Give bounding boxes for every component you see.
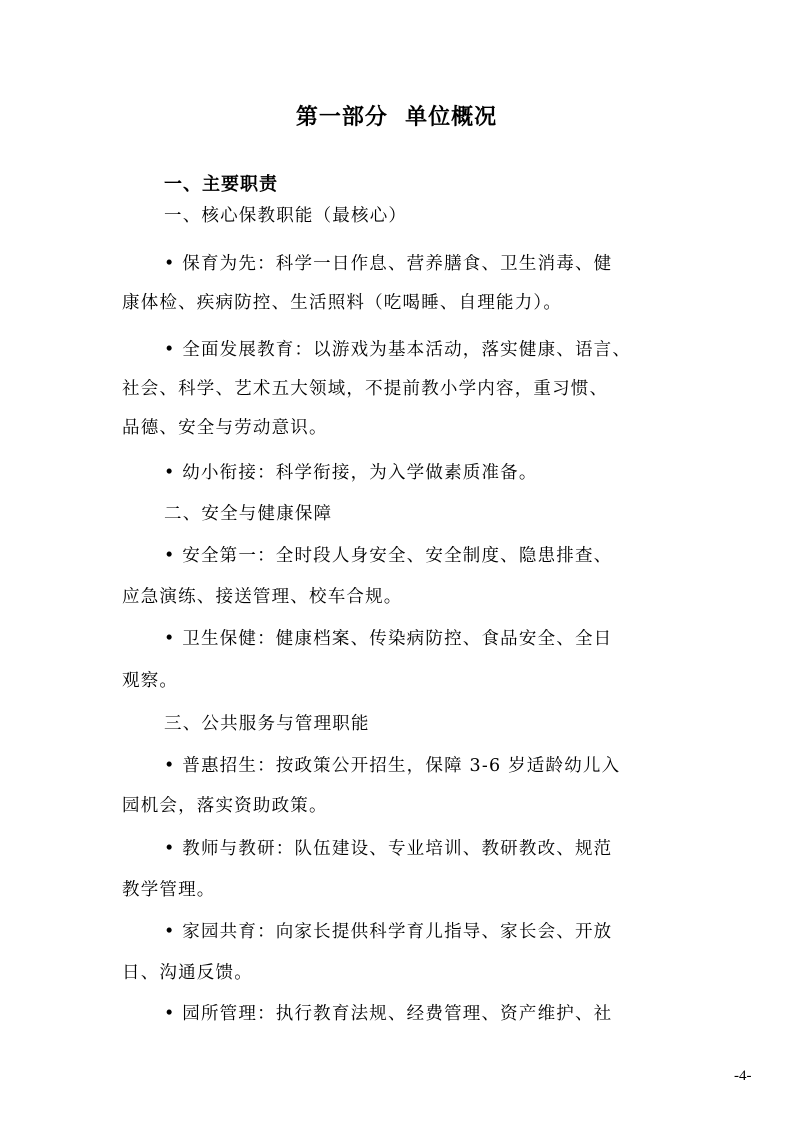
- paragraph-line: 应急演练、接送管理、校车合规。: [122, 587, 403, 607]
- subheading-core-duties: 一、核心保教职能（最核心）: [164, 206, 408, 226]
- paragraph-line: 社会、科学、艺术五大领域，不提前教小学内容，重习惯、: [122, 379, 609, 399]
- paragraph-line: 康体检、疾病防控、生活照料（吃喝睡、自理能力）。: [122, 293, 563, 313]
- paragraph-line: 教学管理。: [122, 880, 216, 900]
- paragraph-line: 园机会，落实资助政策。: [122, 796, 328, 816]
- paragraph-line: • 普惠招生：按政策公开招生，保障 3-6 岁适龄幼儿入: [164, 756, 621, 776]
- subheading-safety: 二、安全与健康保障: [164, 504, 333, 524]
- paragraph-line: 品德、安全与劳动意识。: [122, 418, 328, 438]
- paragraph-line: • 卫生保健：健康档案、传染病防控、食品安全、全日: [164, 629, 613, 649]
- paragraph-line: 观察。: [122, 671, 179, 691]
- paragraph-line: • 安全第一：全时段人身安全、安全制度、隐患排查、: [164, 546, 613, 566]
- page-title: 第一部分 单位概况: [295, 105, 498, 130]
- paragraph-line: • 家园共育：向家长提供科学育儿指导、家长会、开放: [164, 922, 613, 942]
- paragraph-line: • 全面发展教育：以游戏为基本活动，落实健康、语言、: [164, 340, 632, 360]
- paragraph-line: 日、沟通反馈。: [122, 963, 253, 983]
- paragraph-line: • 教师与教研：队伍建设、专业培训、教研教改、规范: [164, 839, 613, 859]
- section-heading: 一、主要职责: [164, 174, 278, 195]
- page-number: -4-: [734, 1068, 752, 1084]
- paragraph-line: • 保育为先：科学一日作息、营养膳食、卫生消毒、健: [164, 254, 613, 274]
- subheading-public-service: 三、公共服务与管理职能: [164, 714, 370, 734]
- paragraph-line: • 园所管理：执行教育法规、经费管理、资产维护、社: [164, 1004, 613, 1024]
- paragraph-line: • 幼小衔接：科学衔接，为入学做素质准备。: [164, 463, 538, 483]
